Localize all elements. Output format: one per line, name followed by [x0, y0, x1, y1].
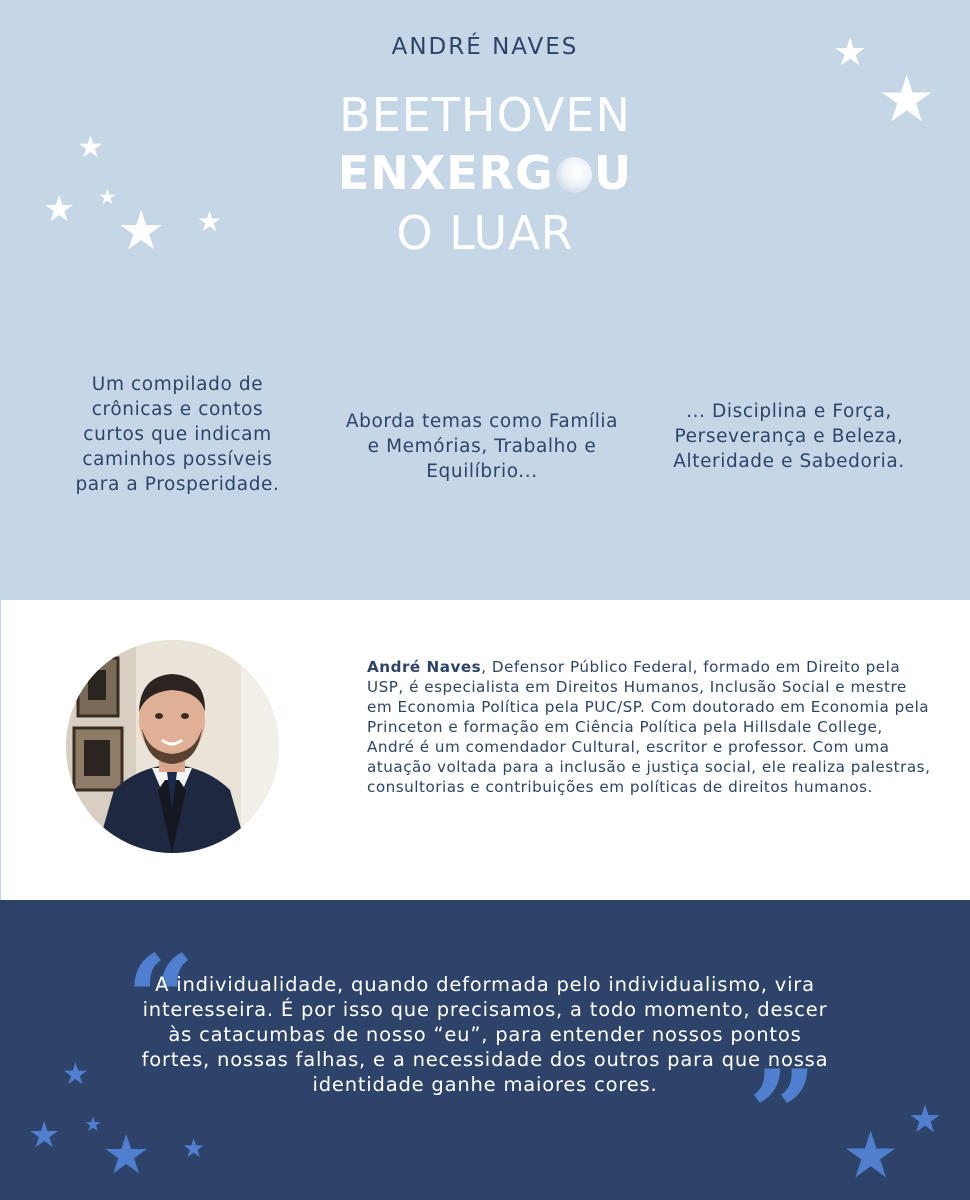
- bio-text: , Defensor Público Federal, formado em Direito pela USP, é especialista em Direitos Humanos, Inclusão Social e mestre em Economia Política pela PUC/SP. Com doutorado em Economia pela Princeton e formação em Ciência Política pela Hillsdale College, André é um comendador Cultural, escritor e professor. Com uma atuação voltada para a inclusão e justiça social, ele realiza palestras, consultorias e contribuições em políticas de direitos humanos.: [367, 658, 931, 796]
- quote-text: A individualidade, quando deformada pelo individualismo, vira interesseira. É por isso que precisamos, a todo momento, descer às catacumbas de nosso “eu”, para entender nossos pontos fortes, nossas falhas, e a necessidade dos outros para que nossa identidade ganhe maiores cores.: [141, 973, 829, 1096]
- star-icon: ★: [102, 1123, 151, 1186]
- star-icon: ★: [84, 1112, 102, 1136]
- star-icon: ★: [842, 1119, 900, 1193]
- star-icon: ★: [117, 199, 166, 262]
- quote-close-icon: ”: [748, 1044, 818, 1185]
- feature-text-1: Um compilado de crônicas e contos curtos que indicam caminhos possíveis para a Prosperidade.: [75, 374, 280, 495]
- author-photo: [66, 640, 279, 853]
- author-name: ANDRÉ NAVES: [391, 34, 579, 60]
- author-bio: [367, 657, 932, 797]
- star-icon: ★: [43, 189, 76, 230]
- bio-name: André Naves: [367, 658, 482, 676]
- star-icon: ★: [28, 1115, 61, 1156]
- title-line-2-start: ENXERG: [337, 146, 554, 200]
- star-icon: ★: [77, 130, 104, 165]
- feature-text-2: Aborda temas como Família e Memórias, Trabalho e Equilíbrio...: [345, 411, 619, 482]
- quote-section: [0, 900, 970, 1200]
- quote-open-icon: “: [126, 929, 196, 1070]
- star-icon: ★: [908, 1097, 943, 1141]
- star-icon: ★: [98, 185, 117, 209]
- star-icon: ★: [182, 1134, 206, 1164]
- title-line-1: BEETHOVEN: [339, 88, 631, 142]
- star-icon: ★: [878, 63, 936, 137]
- feature-text-3: ... Disciplina e Força, Perseverança e Beleza, Alteridade e Sabedoria.: [673, 401, 905, 472]
- star-icon: ★: [833, 30, 868, 74]
- star-icon: ★: [62, 1057, 89, 1092]
- author-section: [0, 600, 970, 900]
- moon-icon: [556, 157, 592, 193]
- title-line-3: O LUAR: [396, 206, 574, 260]
- star-icon: ★: [197, 205, 223, 238]
- title-line-2: [0, 146, 970, 200]
- title-line-2-end: U: [593, 146, 633, 200]
